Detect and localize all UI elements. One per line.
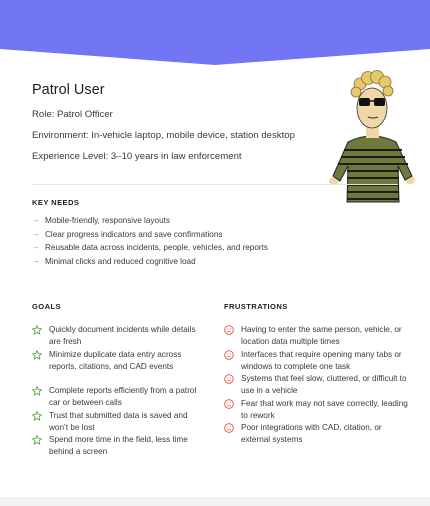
star-icon bbox=[32, 435, 42, 445]
arrow-right-icon: → bbox=[32, 242, 40, 251]
goals-list bbox=[32, 324, 197, 459]
list-item: Spend more time in the field, less time behind a screen bbox=[32, 434, 197, 459]
sad-face-icon bbox=[224, 325, 234, 335]
key-needs-heading: KEY NEEDS bbox=[32, 198, 80, 207]
list-item: Minimize duplicate data entry across reports, citations, and CAD events bbox=[32, 349, 197, 374]
sad-face-icon bbox=[224, 350, 234, 360]
star-icon bbox=[32, 411, 42, 421]
list-item: Having to enter the same person, vehicle, or location data multiple times bbox=[224, 324, 410, 349]
footer-band bbox=[0, 497, 430, 506]
star-icon bbox=[32, 386, 42, 396]
list-item: Complete reports efficiently from a patrol car or between calls bbox=[32, 385, 197, 410]
arrow-right-icon: → bbox=[32, 255, 40, 265]
list-item: Fear that work may not save correctly, leading to rework bbox=[224, 398, 410, 423]
persona-name: Patrol User bbox=[32, 82, 105, 98]
list-item: → Reusable data across incidents, people, vehicles, and reports bbox=[32, 242, 269, 252]
persona-experience: Experience Level: 3–10 years in law enforcement bbox=[32, 151, 242, 162]
sad-face-icon bbox=[224, 423, 234, 433]
persona-role: Role: Patrol Officer bbox=[32, 109, 113, 120]
list-item: Quickly document incidents while details are fresh bbox=[32, 324, 197, 349]
sad-face-icon bbox=[224, 399, 234, 409]
header-banner bbox=[0, 0, 430, 66]
list-item: Trust that submitted data is saved and won’t be lost bbox=[32, 410, 197, 435]
arrow-right-icon: → bbox=[32, 228, 40, 238]
star-icon bbox=[32, 325, 42, 335]
sad-face-icon bbox=[224, 374, 234, 384]
goals-heading: GOALS bbox=[32, 302, 62, 311]
key-needs-list bbox=[32, 216, 268, 270]
arrow-right-icon: → bbox=[32, 215, 40, 224]
list-item: → Clear progress indicators and save confirmations bbox=[32, 228, 223, 239]
header-divider bbox=[32, 184, 398, 185]
list-item: → Minimal clicks and reduced cognitive load bbox=[32, 255, 196, 266]
list-item: Systems that feel slow, cluttered, or difficult to use in a vehicle bbox=[224, 373, 410, 398]
list-item: Interfaces that require opening many tabs or windows to complete one task bbox=[224, 349, 410, 374]
persona-environment: Environment: In-vehicle laptop, mobile device, station desktop bbox=[32, 130, 295, 141]
frustrations-heading: FRUSTRATIONS bbox=[224, 302, 288, 311]
list-item: → Mobile-friendly, responsive layouts bbox=[32, 215, 170, 225]
frustrations-list bbox=[224, 324, 410, 447]
list-item: Poor integrations with CAD, citation, or external systems bbox=[224, 422, 410, 447]
persona-avatar-illustration bbox=[326, 64, 420, 204]
star-icon bbox=[32, 350, 42, 360]
